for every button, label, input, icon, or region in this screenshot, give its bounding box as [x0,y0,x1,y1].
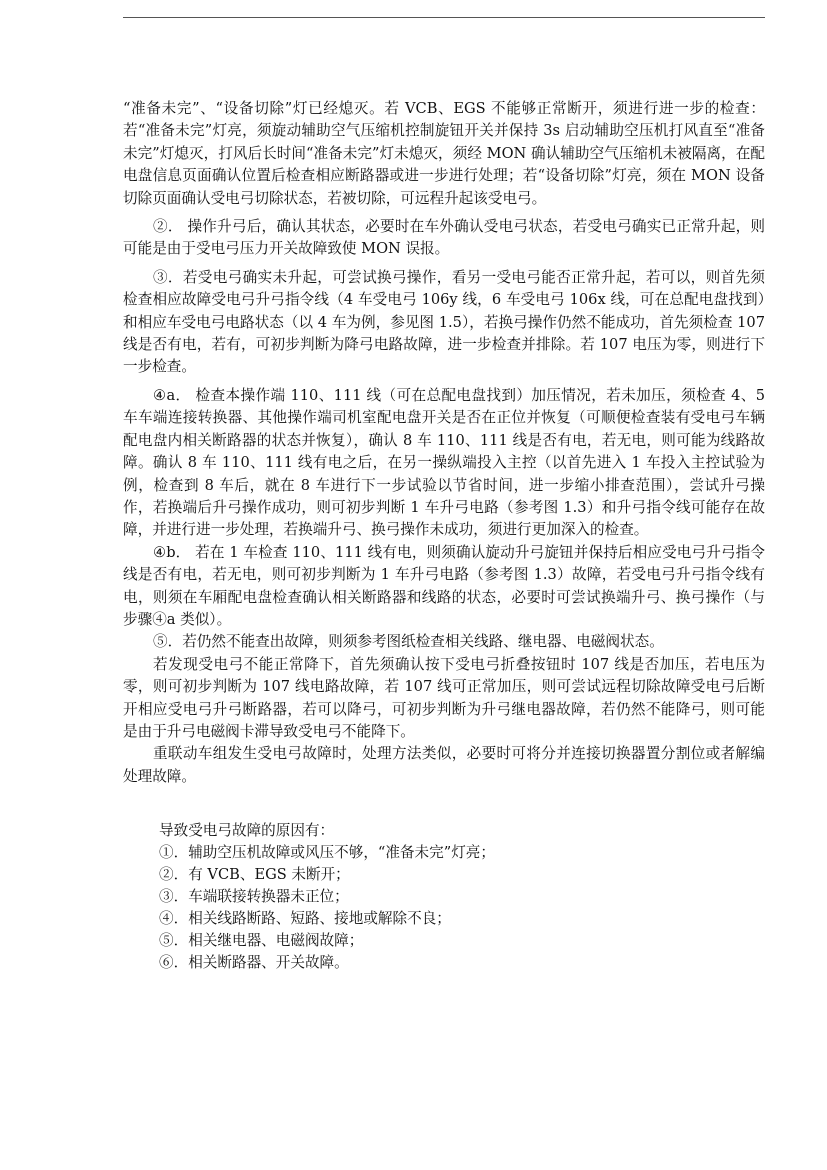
causes-list [123,820,765,974]
cause-item: ⑥．相关断路器、开关故障。 [159,954,349,972]
paragraph-step-5: ⑤．若仍然不能查出故障，则须参考图纸检查相关线路、继电器、电磁阀状态。 [153,633,664,651]
cause-item: ②．有 VCB、EGS 未断开； [159,866,350,884]
paragraph-step-4b: ④b． 若在 1 车检查 110、111 线有电，则须确认旋动升弓旋钮并保持后相应受电弓升弓指令线是否有电，若无电，则可初步判断为 1 车升弓电路（参考图 1.3）故障，若受电弓升弓指令线有电，则须在车厢配电盘检查确认相关断路器和线路的状态，必要时可尝试换端升弓、换弓操作（与步骤④a 类似）。 [123,543,765,628]
cause-item: ③．车端联接转换器未正位； [159,888,349,906]
cause-item: ④．相关线路断路、短路、接地或解除不良； [159,910,451,928]
cause-item: ⑤．相关继电器、电磁阀故障； [159,932,364,950]
paragraph-multiple-unit: 重联动车组发生受电弓故障时，处理方法类似，必要时可将分并连接切换器置分割位或者解编处理故障。 [123,745,765,785]
causes-heading: 导致受电弓故障的原因有： [159,822,335,840]
paragraph-step-3: ③．若受电弓确实未升起，可尝试换弓操作，看另一受电弓能否正常升起，若可以，则首先须检查相应故障受电弓升弓指令线（4 车受电弓 106y 线，6 车受电弓 106x 线，可在总配电盘找到）和相应车受电弓电路状态（以 4 车为例，参见图 1.5），若换弓操作仍然不能成功，首先须检查 107 线是否有电，若有，可初步判断为降弓电路故障，进一步检查并排除。若 107 电压为零，则进行下一步检查。 [123,268,765,376]
document-body [123,98,765,974]
cause-item: ①．辅助空压机故障或风压不够，“准备未完”灯亮； [159,844,495,862]
paragraph-lowering-fault: 若发现受电弓不能正常降下，首先须确认按下受电弓折叠按钮时 107 线是否加压，若电压为零，则可初步判断为 107 线电路故障，若 107 线可正常加压，则可尝试远程切除故障受电弓后断开相应受电弓升弓断路器，若可以降弓，可初步判断为升弓继电器故障，若仍然不能降弓，则可能是由于升弓电磁阀卡滞导致受电弓不能降下。 [123,655,765,740]
header-rule [123,17,765,18]
paragraph-step-4a: ④a． 检查本操作端 110、111 线（可在总配电盘找到）加压情况，若未加压，须检查 4、5 车车端连接转换器、其他操作端司机室配电盘开关是否在正位并恢复（可顺便检查装有受电弓车辆配电盘内相关断路器的状态并恢复），确认 8 车 110、111 线是否有电，若无电，则可能为线路故障。确认 8 车 110、111 线有电之后，在另一操纵端投入主控（以首先进入 1 车投入主控试验为例，检查到 8 车后，就在 8 车进行下一步试验以节省时间，进一步缩小排查范围），尝试升弓操作，若换端后升弓操作成功，则可初步判断 1 车升弓电路（参考图 1.3）和升弓指令线可能存在故障，并进行进一步处理，若换端升弓、换弓操作未成功，须进行更加深入的检查。 [123,386,765,539]
paragraph-step-2: ②． 操作升弓后，确认其状态，必要时在车外确认受电弓状态，若受电弓确实已正常升起，则可能是由于受电弓压力开关故障致使 MON 误报。 [123,218,765,258]
paragraph-continuation: “准备未完”、“设备切除”灯已经熄灭。若 VCB、EGS 不能够正常断开，须进行进一步的检查：若“准备未完”灯亮，须旋动辅助空气压缩机控制旋钮开关并保持 3s 启动辅助空压机打风直至“准备未完”灯熄灭，打风后长时间“准备未完”灯未熄灭，须经 MON 确认辅助空气压缩机未被隔离，在配电盘信息页面确认位置后检查相应断路器或进一步进行处理；若“设备切除”灯亮，须在 MON 设备切除页面确认受电弓切除状态，若被切除，可远程升起该受电弓。 [123,100,765,207]
